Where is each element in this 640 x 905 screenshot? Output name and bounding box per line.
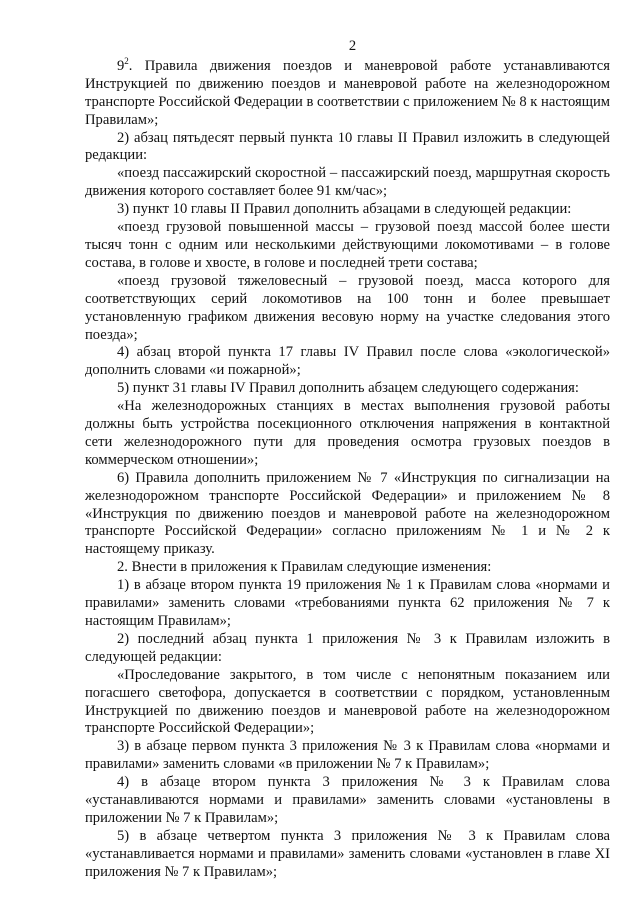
paragraph-text: . Правила движения поездов и маневровой работе устанавливаются Инструкцией по движению поездов и маневровой работе на железнодорожном транспорте Российской Федерации в соответствии с приложением № 8 к настоящим Правилам»; bbox=[85, 57, 610, 128]
paragraph-quote-signal: «Проследование закрытого, в том числе с непонятным показанием или погасшего светофора, допускается в соответствии с порядком, установленным Инструкцией по движению поездов и маневровой работе на железнодорожном транспорте Российской Федерации»; bbox=[85, 666, 610, 737]
paragraph-item-5: 5) пункт 31 главы IV Правил дополнить абзацем следующего содержания: bbox=[117, 380, 579, 397]
paragraph-quote-heavy: «поезд грузовой тяжеловесный – грузовой поезд, масса которого для соответствующих серий локомотивов на 100 тонн и более превышает установленную графиком движения весовую норму на участке следования этого поезда»; bbox=[85, 272, 610, 343]
paragraph-sub-1: 1) в абзаце втором пункта 19 приложения № 1 к Правилам слова «нормами и правилами» заменить словами «требованиями пункта 62 приложения № 7 к настоящим Правилам»; bbox=[85, 577, 610, 629]
page-number: 2 bbox=[348, 38, 357, 54]
paragraph-quote-heavy-mass: «поезд грузовой повышенной массы – грузовой поезд массой более шести тысяч тонн с одним или несколькими действующими локомотивами – в голове состава, в голове и хвосте, в голове и последней трети состава; bbox=[85, 219, 610, 271]
paragraph-sub-4: 4) в абзаце втором пункта 3 приложения № 3 к Правилам слова «устанавливаются нормами и правилами» заменить словами «установлены в приложении № 7 к Правилам»; bbox=[85, 774, 610, 826]
paragraph-section-2: 2. Внести в приложения к Правилам следующие изменения: bbox=[117, 559, 492, 576]
item-number: 9 bbox=[117, 57, 125, 74]
paragraph-sub-2: 2) последний абзац пункта 1 приложения № 3 к Правилам изложить в следующей редакции: bbox=[85, 630, 610, 665]
paragraph-sub-3: 3) в абзаце первом пункта 3 приложения № 3 к Правилам слова «нормами и правилами» заменить словами «в приложении № 7 к Правилам»; bbox=[85, 738, 610, 773]
paragraph-9-2 bbox=[85, 55, 610, 130]
paragraph-item-3: 3) пункт 10 главы II Правил дополнить абзацами в следующей редакции: bbox=[117, 201, 572, 218]
paragraph-item-4: 4) абзац второй пункта 17 главы IV Правил после слова «экологической» дополнить словами «и пожарной»; bbox=[85, 344, 610, 379]
paragraph-item-6: 6) Правила дополнить приложением № 7 «Инструкция по сигнализации на железнодорожном транспорте Российской Федерации» и приложением № 8 «Инструкция по движению поездов и маневровой работе на железнодорожном транспорте Российской Федерации» согласно приложениям № 1 и № 2 к настоящему приказу. bbox=[85, 469, 610, 558]
paragraph-quote-passenger-fast: «поезд пассажирский скоростной – пассажирский поезд, маршрутная скорость движения которого составляет более 91 км/час»; bbox=[85, 165, 610, 200]
paragraph-quote-stations: «На железнодорожных станциях в местах выполнения грузовой работы должны быть устройства посекционного отключения напряжения в контактной сети железнодорожного пути для проведения осмотра грузовых поездов в коммерческом отношении»; bbox=[85, 398, 610, 468]
paragraph-item-2: 2) абзац пятьдесят первый пункта 10 главы II Правил изложить в следующей редакции: bbox=[85, 129, 610, 164]
paragraph-sub-5: 5) в абзаце четвертом пункта 3 приложения № 3 к Правилам слова «устанавливается нормами и правилами» заменить словами «установлен в главе XI приложения № 7 к Правилам»; bbox=[85, 827, 610, 880]
superscript: 2 bbox=[124, 55, 129, 66]
